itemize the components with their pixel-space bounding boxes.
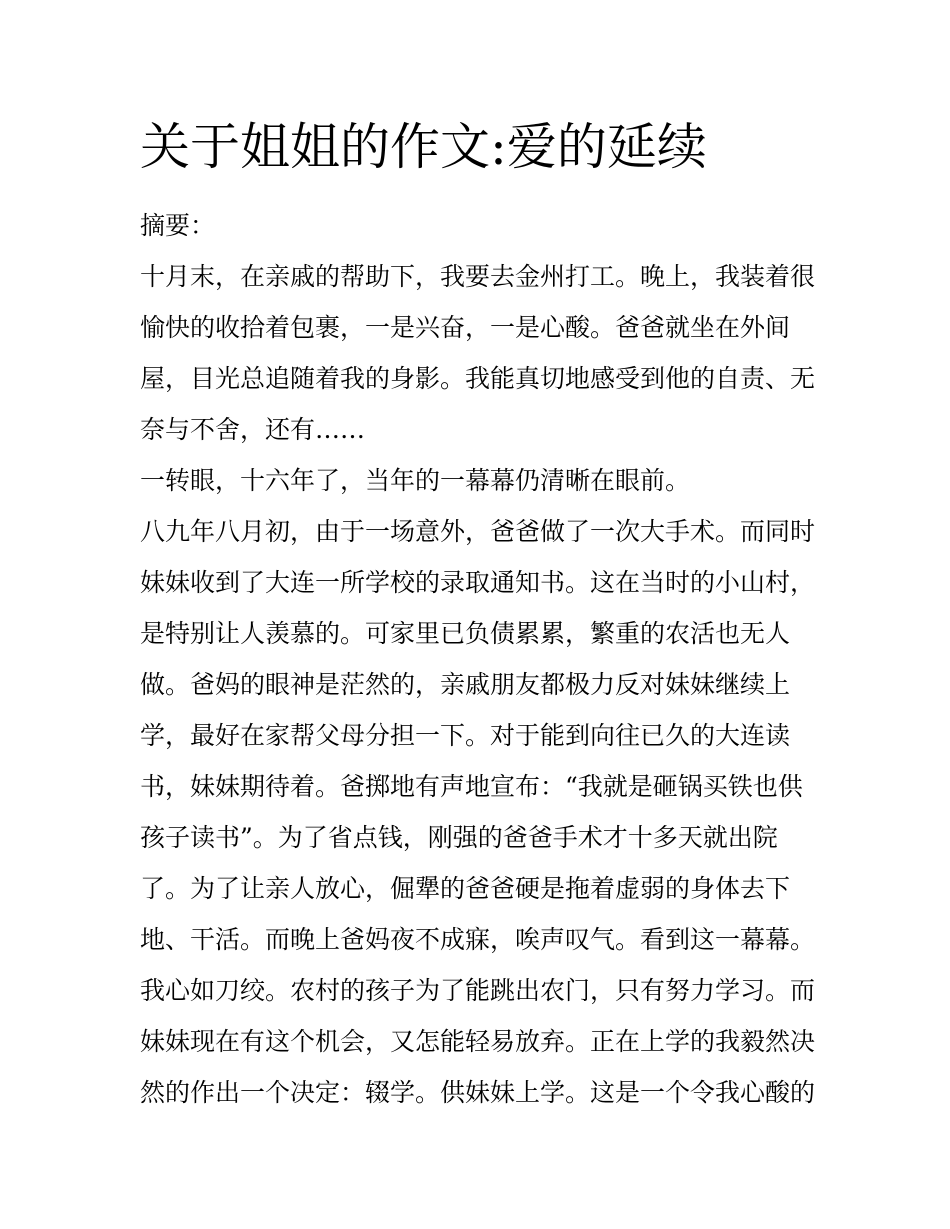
document-title: 关于姐姐的作文:爱的延续 <box>140 118 707 176</box>
text-line: 孩子读书”。为了省点钱，刚强的爸爸手术才十多天就出院 <box>140 823 778 852</box>
text-line: 我心如刀绞。农村的孩子为了能跳出农门，只有努力学习。而 <box>140 976 816 1005</box>
document-body <box>140 200 830 1118</box>
text-line: 妹妹现在有这个机会，又怎能轻易放弃。正在上学的我毅然决 <box>140 1027 816 1056</box>
text-line: 十月末，在亲戚的帮助下，我要去金州打工。晚上，我装着很 <box>140 262 816 291</box>
text-line: 书，妹妹期待着。爸掷地有声地宣布：“我就是砸锅买铁也供 <box>140 772 803 801</box>
text-line: 了。为了让亲人放心，倔犟的爸爸硬是拖着虚弱的身体去下 <box>140 874 791 903</box>
text-line: 地、干活。而晚上爸妈夜不成寐，唉声叹气。看到这一幕幕。 <box>140 925 816 954</box>
text-line: 屋，目光总追随着我的身影。我能真切地感受到他的自责、无 <box>140 364 816 393</box>
text-line: 然的作出一个决定：辍学。供妹妹上学。这是一个令我心酸的 <box>140 1078 816 1107</box>
text-line: 一转眼，十六年了，当年的一幕幕仍清晰在眼前。 <box>140 466 691 495</box>
text-line: 学，最好在家帮父母分担一下。对于能到向往已久的大连读 <box>140 721 791 750</box>
text-line: 奈与不舍，还有…… <box>140 415 366 444</box>
text-line: 愉快的收拾着包裹，一是兴奋，一是心酸。爸爸就坐在外间 <box>140 313 791 342</box>
text-line: 做。爸妈的眼神是茫然的，亲戚朋友都极力反对妹妹继续上 <box>140 670 791 699</box>
text-line: 是特别让人羡慕的。可家里已负债累累，繁重的农活也无人 <box>140 619 791 648</box>
text-line: 八九年八月初，由于一场意外，爸爸做了一次大手术。而同时 <box>140 517 816 546</box>
text-line: 妹妹收到了大连一所学校的录取通知书。这在当时的小山村， <box>140 568 816 597</box>
abstract-label: 摘要： <box>140 211 216 240</box>
